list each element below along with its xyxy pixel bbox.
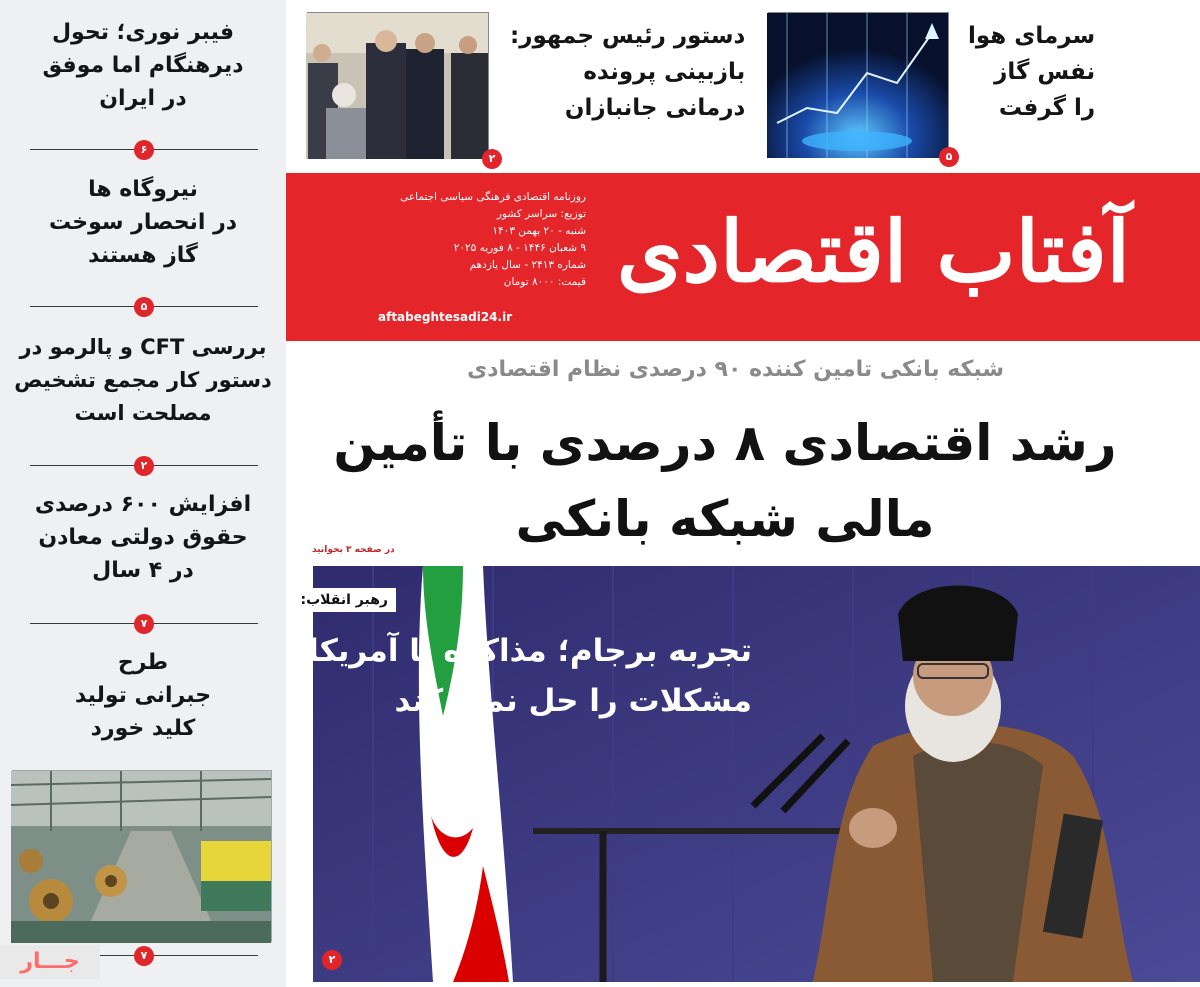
- page-ref-divider: [30, 614, 258, 634]
- president-visit-photo[interactable]: [307, 12, 496, 165]
- story-line: در ۴ سال: [92, 558, 194, 583]
- left-story-power-plants[interactable]: [10, 173, 276, 272]
- page-number-badge: ۷: [134, 614, 154, 634]
- info-line: شماره ۲۴۱۳ - سال یازدهم: [469, 259, 586, 271]
- page-number-badge: ۶: [134, 140, 154, 160]
- info-line: شنبه - ۲۰ بهمن ۱۴۰۳: [492, 225, 586, 237]
- newspaper-logo[interactable]: آفتاب اقتصادی: [616, 202, 1130, 301]
- story-line: در انحصار سوخت: [48, 210, 238, 235]
- jaar-watermark-logo: جـــار: [0, 945, 100, 979]
- story-line: حقوق دولتی معادن: [38, 525, 248, 550]
- teaser-line: بازبینی پرونده: [583, 59, 746, 85]
- story-line: طرح: [117, 650, 169, 675]
- continue-reading-note: در صفحه ۳ بخوانید: [312, 545, 395, 555]
- factory-photo[interactable]: [12, 770, 272, 942]
- page-ref-divider: [30, 456, 258, 476]
- headline-line: مشکلات را حل نمی کند: [394, 683, 752, 719]
- teaser-line: درمانی جانبازان: [564, 95, 746, 121]
- page-ref-divider: [30, 140, 258, 160]
- headline-line: تجربه برجام؛ مذاکره با آمریکا: [308, 633, 752, 669]
- page-number-badge: ۵: [134, 297, 154, 317]
- teaser-cold-weather[interactable]: [968, 18, 1095, 126]
- story-line: افزایش ۶۰۰ درصدی: [34, 492, 252, 517]
- story-line: در ایران: [99, 86, 187, 111]
- page-number-badge: ۲: [134, 456, 154, 476]
- left-news-column: [0, 0, 286, 987]
- officials-illustration: [306, 13, 488, 159]
- left-story-production-plan[interactable]: [10, 646, 276, 745]
- story-line: جبرانی تولید: [74, 683, 212, 708]
- left-story-fiber-optic[interactable]: [10, 16, 276, 115]
- story-line: گاز هستند: [88, 243, 198, 268]
- headline-line: مالی شبکه بانکی: [515, 490, 935, 548]
- story-line: مصلحت است: [74, 401, 212, 425]
- teaser-president-order[interactable]: [510, 18, 745, 126]
- teaser-line: نفس گاز: [994, 59, 1096, 85]
- photo-story-kicker: رهبر انقلاب:: [293, 588, 397, 612]
- teaser-line: دستور رئیس جمهور:: [510, 23, 746, 49]
- lead-headline[interactable]: [300, 405, 1150, 557]
- masthead-banner: [286, 173, 1200, 341]
- story-line: دیرهنگام اما موفق: [42, 53, 244, 78]
- info-line: توزیع: سراسر کشور: [496, 208, 586, 220]
- gas-flame-chart-photo[interactable]: [768, 12, 953, 163]
- page-number-badge: ۲: [322, 950, 342, 970]
- gas-flame-illustration: [767, 13, 948, 158]
- info-line: قیمت: ۸۰۰۰ تومان: [503, 276, 586, 288]
- website-link[interactable]: aftabeghtesadi24.ir: [378, 310, 513, 324]
- headline-line: رشد اقتصادی ۸ درصدی با تأمین: [333, 414, 1117, 472]
- info-line: ۹ شعبان ۱۴۴۶ - ۸ فوریه ۲۰۲۵: [453, 242, 586, 254]
- photo-story-headline[interactable]: [308, 626, 752, 726]
- page-number-badge: ۷: [134, 946, 154, 966]
- factory-illustration: [11, 771, 271, 943]
- story-line: نیروگاه ها: [88, 177, 198, 202]
- masthead-info: [386, 189, 586, 291]
- teaser-line: سرمای هوا: [968, 23, 1096, 49]
- lead-kicker: شبکه بانکی تامین کننده ۹۰ درصدی نظام اقتصادی: [467, 357, 1004, 382]
- page-ref-divider: [30, 297, 258, 317]
- story-line: دستور کار مجمع تشخیص: [14, 368, 272, 392]
- page-number-badge: ۵: [939, 147, 959, 167]
- info-line: روزنامه اقتصادی فرهنگی سیاسی اجتماعی: [400, 191, 586, 203]
- story-line: بررسی CFT و پالرمو در: [19, 335, 267, 359]
- left-story-mining-rights[interactable]: [10, 488, 276, 587]
- page-number-badge: ۲: [482, 149, 502, 169]
- story-line: فیبر نوری؛ تحول: [51, 20, 235, 45]
- teaser-line: را گرفت: [998, 95, 1096, 121]
- story-line: کلید خورد: [90, 716, 196, 741]
- left-story-cft-palermo[interactable]: [10, 331, 276, 430]
